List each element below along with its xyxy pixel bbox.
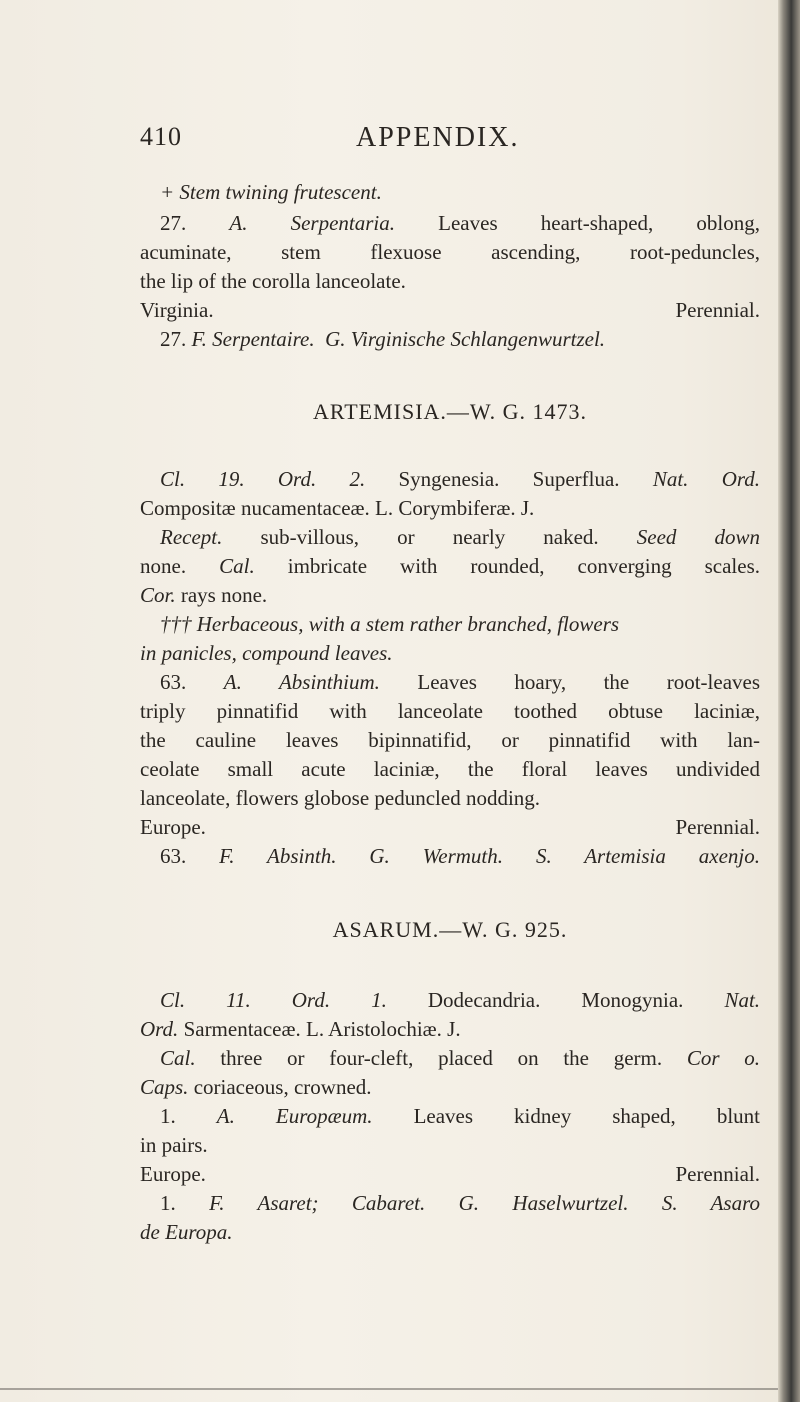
page-header [0, 122, 780, 162]
page-number: 410 [140, 122, 182, 151]
habitat-line [140, 813, 760, 841]
duration: Perennial. [675, 298, 760, 322]
habitat-line [140, 1160, 760, 1188]
book-spine-edge [778, 0, 800, 1402]
running-head: APPENDIX. [356, 122, 520, 153]
common-names-line: 63. F. Absinth. G. Wermuth. S. Artemisia axenjo. [160, 844, 761, 868]
text-line: in pairs. [140, 1133, 208, 1157]
text-line: the cauline leaves bipinnatifid, or pinnatifid with lan- [140, 728, 760, 752]
habitat: Europe. [140, 815, 206, 839]
duration: Perennial. [675, 1162, 760, 1186]
section-subhead-herbaceous: ††† Herbaceous, with a stem rather branched, flowers [160, 612, 620, 636]
text-line: ceolate small acute laciniæ, the floral leaves undivided [140, 757, 760, 781]
text-line: Cor. rays none. [140, 583, 268, 607]
bottom-rule [0, 1388, 780, 1390]
text-line: Compositæ nucamentaceæ. L. Corymbiferæ. J. [140, 496, 535, 520]
text-line: none. Cal. imbricate with rounded, converging scales. [140, 554, 761, 578]
habitat: Europe. [140, 1162, 206, 1186]
classification-line: Cl. 19. Ord. 2. Syngenesia. Superflua. Nat. Ord. [160, 467, 761, 491]
genus-heading-asarum: ASARUM.—W. G. 925. [332, 917, 568, 942]
common-names-line: 1. F. Asaret; Cabaret. G. Haselwurtzel. S. Asaro [160, 1191, 760, 1215]
species-entry-europaeum: 1. A. Europæum. Leaves kidney shaped, blunt [160, 1104, 760, 1128]
habitat: Virginia. [140, 298, 214, 322]
text-line: Cal. three or four-cleft, placed on the germ. Cor o. [160, 1046, 760, 1070]
section-subhead-herbaceous-cont: in panicles, compound leaves. [140, 641, 393, 665]
text-line: Caps. coriaceous, crowned. [140, 1075, 372, 1099]
species-entry-absinthium: 63. A. Absinthium. Leaves hoary, the root-leaves [160, 670, 761, 694]
species-entry-serpentaria: 27. A. Serpentaria. Leaves heart-shaped, oblong, [160, 211, 761, 235]
text-line: acuminate, stem flexuose ascending, root-peduncles, [140, 240, 760, 264]
genus-heading-artemisia: ARTEMISIA.—W. G. 1473. [312, 399, 588, 424]
common-names-line-cont: de Europa. [140, 1220, 233, 1244]
common-names-line: 27. F. Serpentaire. G. Virginische Schlangenwurtzel. [160, 327, 606, 351]
duration: Perennial. [675, 815, 760, 839]
text-line: triply pinnatifid with lanceolate toothed obtuse laciniæ, [140, 699, 760, 723]
habitat-line [140, 296, 760, 324]
text-line: Recept. sub-villous, or nearly naked. Seed down [160, 525, 760, 549]
text-line: lanceolate, flowers globose peduncled nodding. [140, 786, 541, 810]
classification-line: Cl. 11. Ord. 1. Dodecandria. Monogynia. Nat. [160, 988, 761, 1012]
text-line: the lip of the corolla lanceolate. [140, 269, 406, 293]
text-line: Ord. Sarmentaceæ. L. Aristolochiæ. J. [140, 1017, 461, 1041]
section-subhead-stem-twining: + Stem twining frutescent. [160, 180, 382, 204]
